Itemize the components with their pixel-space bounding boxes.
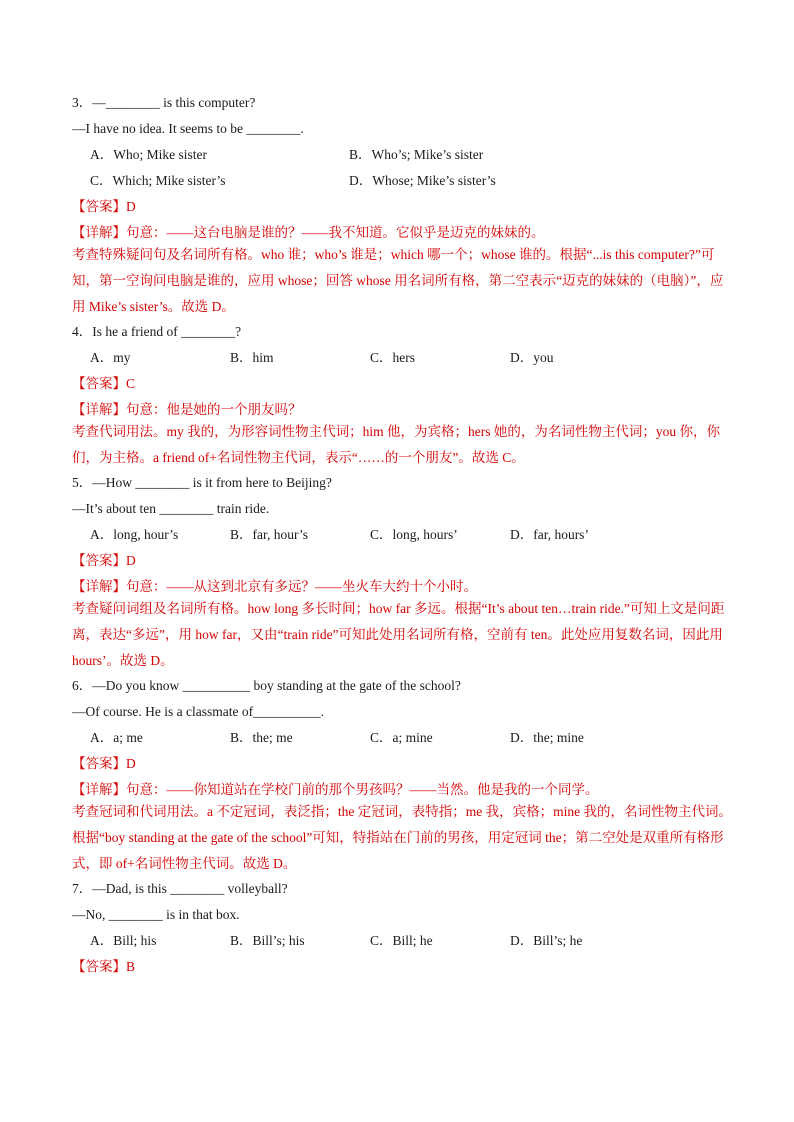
question-3 [72,93,734,320]
option-a: A．long, hour’s [90,527,179,542]
option-d: D．far, hours’ [510,527,589,542]
answer: 【答案】D [72,199,136,214]
option-a: A．Who; Mike sister [90,147,207,162]
option-b: B．Bill’s; his [230,933,305,948]
answer: 【答案】D [72,756,136,771]
explanation-body: 考查疑问词组及名词所有格。how long 多长时间；how far 多远。根据“It’s about ten…train ride.”可知上文是问距离，表达“多远”，用 how far，又由“train ride”可知此处用名词所有格，空前有 ten。此处应用复数名词，因此用 hours’。故选 D。 [72,601,725,668]
question-stem: 5．—How ________ is it from here to Beijing? [72,475,332,490]
explanation-title: 【详解】句意：——从这到北京有多远？——坐火车大约十个小时。 [72,579,477,594]
question-4 [72,322,734,471]
question-stem: 6．—Do you know __________ boy standing at the gate of the school? [72,678,461,693]
question-stem: —It’s about ten ________ train ride. [72,501,270,516]
option-a: A．Bill; his [90,933,157,948]
option-c: C．hers [370,350,415,365]
option-d: D．Bill’s; he [510,933,583,948]
question-stem: —Of course. He is a classmate of__________. [72,704,324,719]
option-d: D．the; mine [510,730,584,745]
option-c: C．Bill; he [370,933,433,948]
question-stem: —No, ________ is in that box. [72,907,240,922]
option-c: C．long, hours’ [370,527,458,542]
options-row [72,931,734,950]
answer: 【答案】C [72,376,136,391]
explanation-body: 考查代词用法。my 我的，为形容词性物主代词；him 他，为宾格；hers 她的，为名词性物主代词；you 你，你们，为主格。a friend of+名词性物主代词，表示“……的一个朋友”。故选 C。 [72,424,720,465]
option-a: A．my [90,350,131,365]
explanation-title: 【详解】句意：——你知道站在学校门前的那个男孩吗？——当然。他是我的一个同学。 [72,782,599,797]
options-row [72,525,734,544]
options-row [72,728,734,747]
answer: 【答案】D [72,553,136,568]
option-b: B．Who’s; Mike’s sister [349,147,484,162]
explanation-title: 【详解】句意：——这台电脑是谁的？——我不知道。它似乎是迈克的妹妹的。 [72,225,545,240]
explanation-body: 考查冠词和代词用法。a 不定冠词，表泛指；the 定冠词，表特指；me 我，宾格；mine 我的，名词性物主代词。根据“boy standing at the gate of the school”可知，特指站在门前的男孩，用定冠词 the；第二空处是双重所有格形式，即 of+名词性物主代词。故选 D。 [72,804,732,871]
question-stem: 4．Is he a friend of ________? [72,324,242,339]
explanation-body: 考查特殊疑问句及名词所有格。who 谁；who’s 谁是；which 哪一个；whose 谁的。根据“...is this computer?”可知，第一空询问电脑是谁的，应用 whose；回答 whose 用名词所有格，第二空表示“迈克的妹妹的（电脑）”，应用 Mike’s sister’s。故选 D。 [72,247,724,314]
explanation-title: 【详解】句意：他是她的一个朋友吗？ [72,402,302,417]
answer: 【答案】B [72,959,136,974]
options-row [72,348,734,367]
option-c: C．Which; Mike sister’s [90,173,226,188]
question-stem: 3．—________ is this computer? [72,95,256,110]
question-5 [72,473,734,674]
question-stem: 7．—Dad, is this ________ volleyball? [72,881,288,896]
options-row [72,145,734,164]
option-d: D．you [510,350,554,365]
option-b: B．far, hour’s [230,527,308,542]
option-d: D．Whose; Mike’s sister’s [349,173,496,188]
option-b: B．the; me [230,730,293,745]
question-6 [72,676,734,877]
question-7 [72,879,734,976]
option-c: C．a; mine [370,730,433,745]
option-b: B．him [230,350,274,365]
options-row [72,171,734,190]
option-a: A．a; me [90,730,143,745]
question-stem: —I have no idea. It seems to be ________. [72,121,304,136]
